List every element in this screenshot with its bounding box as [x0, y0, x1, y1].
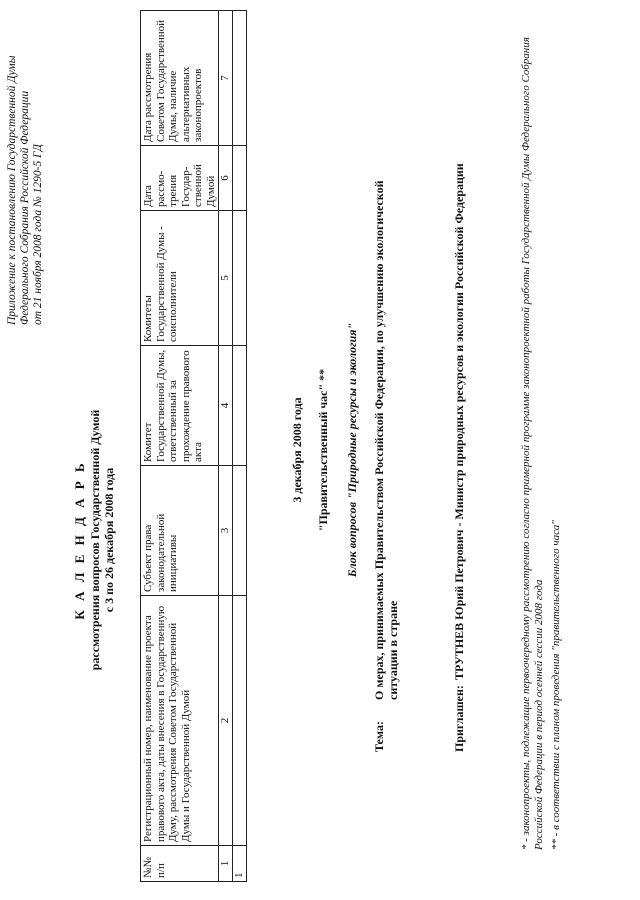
col-header-number: №№ п/п — [141, 846, 219, 882]
col-number-3: 3 — [219, 466, 233, 596]
table-cell — [233, 146, 247, 211]
invited-section — [452, 52, 467, 752]
question-block-heading: Блок вопросов "Природные ресурсы и экология" — [345, 322, 359, 578]
table-cell — [233, 346, 247, 466]
document-title: К А Л Е Н Д А Р Ь — [72, 460, 87, 620]
col-header-duma-date: Дата рассмо-трения Государ-ственной Думой — [141, 146, 219, 211]
title-block — [72, 280, 116, 800]
footnote-2: ** - в соответствии с планом проведения "правительственного часа" — [550, 520, 562, 850]
appendix-line-1: Приложение к постановлению Государственной Думы — [6, 55, 18, 325]
col-number-6: 6 — [219, 146, 233, 211]
appendix-line-2: Федерального Собрания Российской Федерации — [19, 90, 31, 325]
invited-label: Приглашен: — [452, 685, 466, 752]
col-number-5: 5 — [219, 211, 233, 346]
table-header-row — [141, 11, 219, 882]
table-cell — [233, 11, 247, 146]
theme-label: Тема: — [372, 721, 386, 752]
calendar-table — [140, 10, 247, 882]
footnote-1: * - законопроекты, подлежащие первоочередному рассмотрению согласно примерной программе законопроектной работы Государственной Думы Федерального Собрания Российской Федерации в период осенней сессии 2008 года — [520, 37, 545, 850]
invited-text: ТРУТНЕВ Юрий Петрович - Министр природных ресурсов и экологии Российской Федерации — [452, 163, 466, 680]
document-subtitle-1: рассмотрения вопросов Государственной Думой — [88, 409, 102, 671]
col-header-council-date: Дата рассмотрения Советом Государственной Думы, наличие альтернативных законопроектов — [141, 11, 219, 146]
col-number-1: 1 — [219, 846, 233, 882]
theme-text: О мерах, принимаемых Правительством Российской Федерации, по улучшению экологической ситуации в стране — [372, 180, 400, 700]
col-header-committee: Комитет Государственной Думы, ответственный за прохождение правового акта — [141, 346, 219, 466]
col-number-4: 4 — [219, 346, 233, 466]
col-number-7: 7 — [219, 11, 233, 146]
col-header-subject: Субъект права законодательной инициативы — [141, 466, 219, 596]
col-number-2: 2 — [219, 596, 233, 846]
document-subtitle-2: с 3 по 26 декабря 2008 года — [102, 467, 116, 613]
session-date: 3 декабря 2008 года — [290, 397, 304, 503]
table-cell — [233, 211, 247, 346]
appendix-note — [6, 5, 45, 325]
col-header-name: Регистрационный номер, наименование проекта правового акта, даты внесения в Государственную Думу, рассмотрения Советом Государственной Думы и Государственной Думой — [141, 596, 219, 846]
government-hour-heading: "Правительственный час" ** — [316, 368, 330, 532]
table-cell — [233, 466, 247, 596]
theme-section — [372, 52, 400, 752]
appendix-line-3: от 21 ноября 2008 года № 1290-5 ГД — [32, 144, 44, 325]
row-number: 1 — [233, 846, 247, 882]
table-row — [219, 11, 233, 882]
table-cell — [233, 596, 247, 846]
col-header-co-committees: Комитеты Государственной Думы - соисполнители — [141, 211, 219, 346]
table-row — [233, 11, 247, 882]
